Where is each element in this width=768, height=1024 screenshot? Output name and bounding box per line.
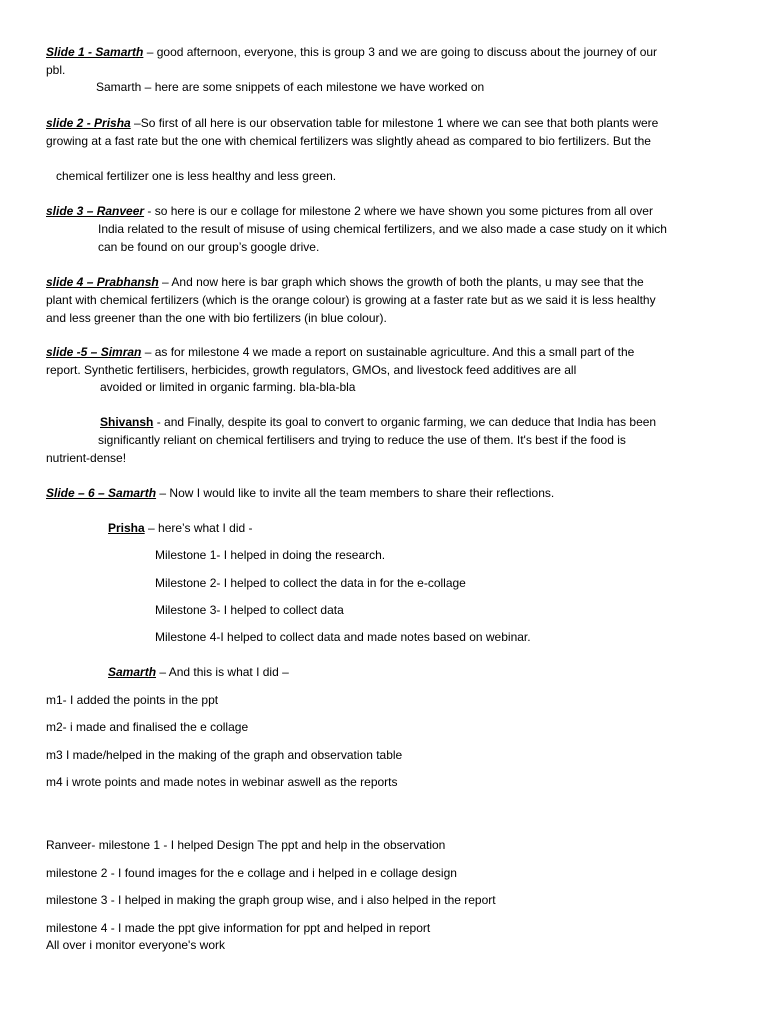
shivansh-line3: nutrient-dense!: [46, 451, 127, 465]
slide5-line3: avoided or limited in organic farming. bla-bla-bla: [100, 380, 356, 394]
prisha-item-1: Milestone 1- I helped in doing the research.: [155, 548, 386, 562]
slide3-line3: can be found on our group’s google drive.: [98, 240, 320, 254]
slide3-speaker: slide 3 – Ranveer: [46, 204, 145, 218]
slide3-line1: [46, 203, 653, 219]
prisha-intro: – here’s what I did -: [144, 521, 253, 535]
slide2-line2: growing at a fast rate but the one with chemical fertilizers was slightly ahead as compared to bio fertilizers. But the: [46, 134, 651, 148]
slide6-speaker: Slide – 6 – Samarth: [46, 486, 157, 500]
shivansh-text1: - and Finally, despite its goal to convert to organic farming, we can deduce that India has been: [153, 415, 657, 429]
slide2-line1: [46, 115, 658, 131]
prisha-item-3: Milestone 3- I helped to collect data: [155, 603, 344, 617]
shivansh-line1: [100, 414, 656, 430]
slide1-speaker: Slide 1 - Samarth: [46, 45, 144, 59]
slide3-line2: India related to the result of misuse of using chemical fertilizers, and we also made a case study on it which: [98, 222, 667, 236]
slide1-line1: [46, 44, 657, 60]
slide3-text1: - so here is our e collage for milestone 2 where we have shown you some pictures from all over: [144, 204, 653, 218]
samarth-item-1: m1- I added the points in the ppt: [46, 693, 219, 707]
samarth-item-3: m3 I made/helped in the making of the graph and observation table: [46, 748, 403, 762]
slide2-line3: chemical fertilizer one is less healthy and less green.: [56, 169, 337, 183]
samarth-intro-line: [108, 664, 289, 680]
slide5-speaker: slide -5 – Simran: [46, 345, 142, 359]
ranveer-item-5: All over i monitor everyone's work: [46, 938, 226, 952]
samarth-item-4: m4 i wrote points and made notes in webinar aswell as the reports: [46, 775, 398, 789]
shivansh-line2: significantly reliant on chemical fertilisers and trying to reduce the use of them. It's best if the food is: [98, 433, 626, 447]
slide4-line1: [46, 274, 644, 290]
prisha-intro-line: [108, 520, 253, 536]
slide4-text1: – And now here is bar graph which shows the growth of both the plants, u may see that the: [158, 275, 644, 289]
slide5-line1: [46, 344, 634, 360]
slide6-text1: – Now I would like to invite all the team members to share their reflections.: [156, 486, 555, 500]
shivansh-speaker: Shivansh: [100, 415, 154, 429]
slide2-speaker: slide 2 - Prisha: [46, 116, 131, 130]
slide1-line3: Samarth – here are some snippets of each milestone we have worked on: [96, 80, 485, 94]
ranveer-item-3: milestone 3 - I helped in making the graph group wise, and i also helped in the report: [46, 893, 496, 907]
ranveer-item-2: milestone 2 - I found images for the e collage and i helped in e collage design: [46, 866, 457, 880]
slide1-text1: – good afternoon, everyone, this is group 3 and we are going to discuss about the journey of our: [143, 45, 658, 59]
prisha-item-4: Milestone 4-I helped to collect data and made notes based on webinar.: [155, 630, 531, 644]
samarth-speaker: Samarth: [108, 665, 157, 679]
slide5-text1: – as for milestone 4 we made a report on sustainable agriculture. And this a small part of the: [141, 345, 635, 359]
slide4-line2: plant with chemical fertilizers (which is the orange colour) is growing at a faster rate but as we said it is less healthy: [46, 293, 656, 307]
prisha-item-2: Milestone 2- I helped to collect the data in for the e-collage: [155, 576, 466, 590]
slide4-speaker: slide 4 – Prabhansh: [46, 275, 159, 289]
ranveer-item-4: milestone 4 - I made the ppt give information for ppt and helped in report: [46, 921, 431, 935]
ranveer-item-1: Ranveer- milestone 1 - I helped Design The ppt and help in the observation: [46, 838, 446, 852]
slide6-line1: [46, 485, 554, 501]
slide5-line2: report. Synthetic fertilisers, herbicides, growth regulators, GMOs, and livestock feed additives are all: [46, 363, 577, 377]
samarth-intro: – And this is what I did –: [156, 665, 289, 679]
samarth-item-2: m2- i made and finalised the e collage: [46, 720, 249, 734]
slide4-line3: and less greener than the one with bio fertilizers (in blue colour).: [46, 311, 387, 325]
slide2-text1: –So first of all here is our observation table for milestone 1 where we can see that both plants were: [130, 116, 659, 130]
prisha-speaker: Prisha: [108, 521, 145, 535]
slide1-line2: pbl.: [46, 63, 66, 77]
